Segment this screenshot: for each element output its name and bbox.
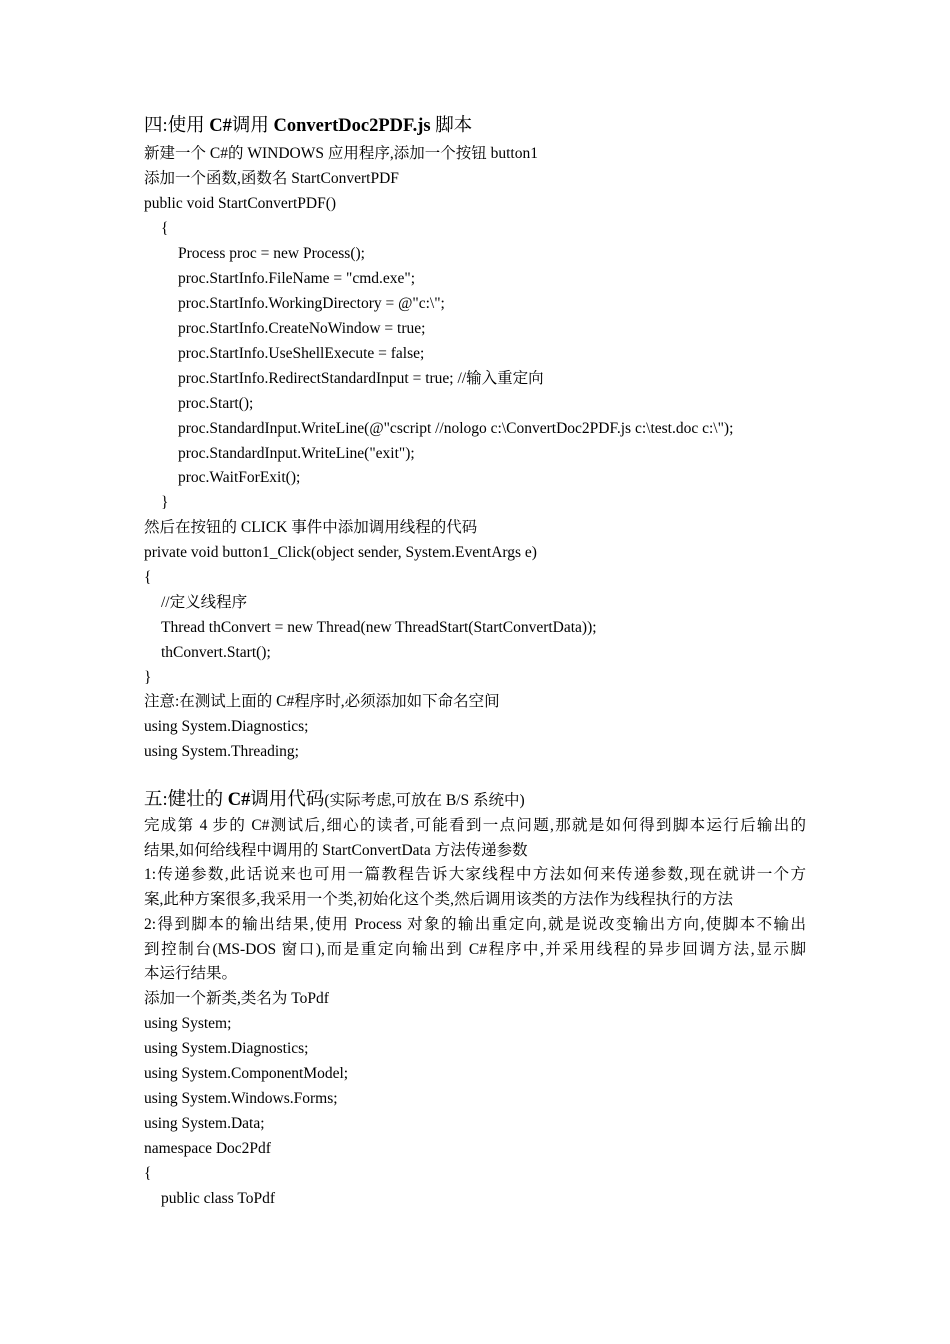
code-line: public class ToPdf	[161, 1190, 276, 1207]
code-line: Process proc = new Process();	[178, 245, 365, 262]
code-line: public void StartConvertPDF()	[144, 195, 337, 212]
code-line: Thread thConvert = new Thread(new ThreadStart(StartConvertData));	[161, 619, 597, 636]
heading-text: 调用	[231, 116, 274, 136]
paragraph-line: 到控制台(MS-DOS 窗口),而是重定向输出到 C#程序中,并采用线程的异步回调方法,显示脚	[144, 941, 806, 958]
code-line: using System.Diagnostics;	[144, 1040, 309, 1057]
paragraph-line: 完成第 4 步的 C#测试后,细心的读者,可能看到一点问题,那就是如何得到脚本运行后输出的	[144, 817, 806, 834]
code-line: using System.Diagnostics;	[144, 718, 309, 735]
code-line: proc.Start();	[178, 395, 254, 412]
code-line: proc.StandardInput.WriteLine(@"cscript //nologo c:\ConvertDoc2PDF.js c:\test.doc c:\");	[178, 420, 734, 437]
code-line: proc.StartInfo.RedirectStandardInput = true; //输入重定向	[178, 370, 544, 387]
code-line: }	[144, 669, 152, 686]
text-line: 然后在按钮的 CLICK 事件中添加调用线程的代码	[144, 519, 478, 536]
code-line: namespace Doc2Pdf	[144, 1140, 271, 1157]
heading-note: (实际考虑,可放在 B/S 系统中)	[324, 792, 525, 809]
code-line: }	[161, 494, 169, 511]
code-line: using System.Threading;	[144, 743, 299, 760]
code-line: proc.StartInfo.CreateNoWindow = true;	[178, 320, 426, 337]
text-line: 新建一个 C#的 WINDOWS 应用程序,添加一个按钮 button1	[144, 145, 538, 162]
code-line: proc.StandardInput.WriteLine("exit");	[178, 445, 415, 462]
heading-bold-text: C#	[227, 790, 251, 810]
heading-text: 五:健壮的	[144, 790, 228, 810]
section-5-heading	[144, 788, 525, 812]
code-line: using System.Windows.Forms;	[144, 1090, 338, 1107]
code-line: {	[161, 220, 169, 237]
code-line: using System;	[144, 1015, 232, 1032]
heading-bold-text: C#	[209, 116, 232, 136]
paragraph-line: 案,此种方案很多,我采用一个类,初始化这个类,然后调用该类的方法作为线程执行的方法	[144, 891, 734, 908]
code-line: {	[144, 1165, 152, 1182]
paragraph-line: 结果,如何给线程中调用的 StartConvertData 方法传递参数	[144, 842, 528, 859]
text-line: 添加一个新类,类名为 ToPdf	[144, 990, 329, 1007]
code-line: using System.Data;	[144, 1115, 265, 1132]
text-line: 添加一个函数,函数名 StartConvertPDF	[144, 170, 399, 187]
text-line: 注意:在测试上面的 C#程序时,必须添加如下命名空间	[144, 693, 500, 710]
code-line: proc.WaitForExit();	[178, 469, 301, 486]
code-line: proc.StartInfo.FileName = "cmd.exe";	[178, 270, 416, 287]
heading-text: 脚本	[430, 116, 473, 136]
code-line: using System.ComponentModel;	[144, 1065, 349, 1082]
code-line: proc.StartInfo.WorkingDirectory = @"c:\";	[178, 295, 445, 312]
paragraph-line: 本运行结果。	[144, 965, 238, 982]
heading-text: 四:使用	[144, 116, 210, 136]
paragraph-line: 1:传递参数,此话说来也可用一篇教程告诉大家线程中方法如何来传递参数,现在就讲一个方	[144, 866, 806, 883]
heading-bold-text: ConvertDoc2PDF.js	[273, 116, 431, 136]
code-line: //定义线程序	[161, 594, 248, 611]
section-4-heading	[144, 114, 472, 138]
code-line: {	[144, 569, 152, 586]
paragraph-line: 2:得到脚本的输出结果,使用 Process 对象的输出重定向,就是说改变输出方向,使脚本不输出	[144, 916, 806, 933]
code-line: thConvert.Start();	[161, 644, 271, 661]
heading-text: 调用代码	[250, 790, 325, 810]
code-line: proc.StartInfo.UseShellExecute = false;	[178, 345, 425, 362]
code-line: private void button1_Click(object sender, System.EventArgs e)	[144, 544, 537, 561]
